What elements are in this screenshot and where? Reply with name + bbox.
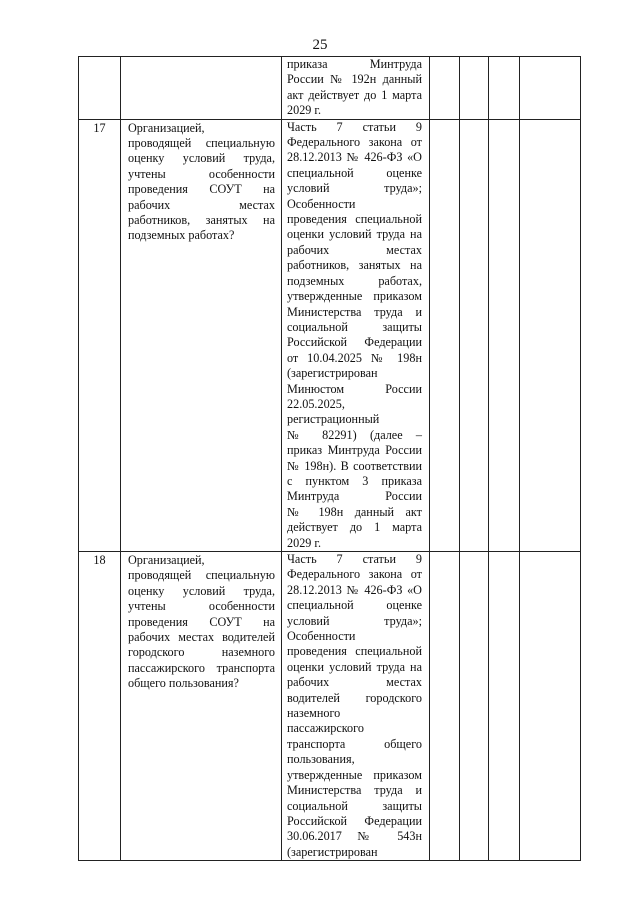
legal-basis-cell [282, 57, 430, 120]
legal-basis-line: рабочих местах [287, 675, 422, 690]
row-number [79, 57, 121, 120]
legal-basis-line: Особенности [287, 196, 356, 211]
legal-basis-line: Часть 7 статьи 9 [287, 119, 422, 134]
answer-yes-cell [430, 552, 460, 861]
legal-basis-line: от 10.04.2025 № 198н [287, 350, 422, 365]
legal-basis-line: условий труда»; [287, 613, 422, 628]
question-line: рабочих местах [128, 197, 275, 212]
legal-basis-line: 30.06.2017 № 543н [287, 829, 422, 844]
legal-basis-line: Российской Федерации [287, 813, 422, 828]
row-number [79, 119, 121, 551]
legal-basis-line: социальной защиты [287, 798, 422, 813]
legal-basis-line: наземного [287, 706, 341, 721]
answer-no-cell [460, 119, 489, 551]
note-cell [520, 552, 581, 861]
legal-basis-line: пассажирского [287, 721, 364, 736]
question-line: проводящей специальную [128, 136, 275, 151]
legal-basis-line: Особенности [287, 629, 356, 644]
note-cell [520, 119, 581, 551]
legal-basis-line: (зарегистрирован [287, 844, 378, 859]
legal-basis-line: № 198н). В соответствии [287, 458, 422, 473]
legal-basis-line: транспорта общего [287, 736, 422, 751]
question-line: пассажирского транспорта [128, 660, 275, 675]
legal-basis-line: Минюстом России [287, 381, 422, 396]
question-line: Организацией, [128, 553, 205, 567]
question-line: оценку условий труда, [128, 583, 275, 598]
question-cell [121, 552, 282, 861]
legal-basis-line: действует до 1 марта [287, 520, 422, 535]
legal-basis-line: пользования, [287, 752, 355, 767]
legal-basis-line: работников, занятых на [287, 258, 422, 273]
legal-basis-line: проведения специальной [287, 644, 422, 659]
table-row [79, 552, 581, 861]
legal-basis-line: 22.05.2025, [287, 396, 345, 411]
answer-na-cell [489, 119, 520, 551]
legal-basis-line: № 82291) (далее – [287, 427, 422, 442]
legal-basis-line: Минтруда России [287, 489, 422, 504]
legal-basis-line: (зарегистрирован [287, 366, 378, 381]
row-number-text: 17 [93, 120, 106, 135]
legal-basis-line: Часть 7 статьи 9 [287, 552, 422, 566]
legal-basis-line: специальной оценке [287, 598, 422, 613]
legal-basis-line: условий труда»; [287, 181, 422, 196]
legal-basis-line: № 198н данный акт [287, 504, 422, 519]
question-line: учтены особенности [128, 166, 275, 181]
answer-no-cell [460, 552, 489, 861]
row-number [79, 552, 121, 861]
legal-basis-cell [282, 119, 430, 551]
answer-na-cell [489, 57, 520, 120]
legal-basis-line: утвержденные приказом [287, 767, 422, 782]
legal-basis-line: рабочих местах [287, 242, 422, 257]
answer-yes-cell [430, 57, 460, 120]
table-row [79, 57, 581, 120]
legal-basis-line: специальной оценке [287, 165, 422, 180]
legal-basis-line: Федерального закона от [287, 567, 422, 582]
legal-basis-line: с пунктом 3 приказа [287, 473, 422, 488]
question-cell [121, 57, 282, 120]
legal-basis-line: 28.12.2013 № 426-ФЗ «О [287, 582, 422, 597]
legal-basis-line: оценки условий труда на [287, 227, 422, 242]
question-line: городского наземного [128, 645, 275, 660]
row-number-text [79, 57, 120, 58]
table-row [79, 119, 581, 551]
question-line: проводящей специальную [128, 568, 275, 583]
legal-basis-line: Министерства труда и [287, 304, 422, 319]
legal-basis-line: Российской Федерации [287, 335, 422, 350]
legal-basis-line: регистрационный [287, 412, 380, 427]
answer-no-cell [460, 57, 489, 120]
checklist-table [78, 56, 581, 861]
note-cell [520, 57, 581, 120]
question-line: оценку условий труда, [128, 151, 275, 166]
question-line: проведения СОУТ на [128, 182, 275, 197]
question-line: проведения СОУТ на [128, 614, 275, 629]
legal-basis-line: водителей городского [287, 690, 422, 705]
answer-yes-cell [430, 119, 460, 551]
question-line: общего пользования? [128, 676, 239, 691]
page-number: 25 [312, 37, 328, 53]
legal-basis-line: Федерального закона от [287, 135, 422, 150]
answer-na-cell [489, 552, 520, 861]
legal-basis-line: Министерства труда и [287, 783, 422, 798]
legal-basis-line: приказа Минтруда [287, 57, 422, 71]
question-cell [121, 119, 282, 551]
legal-basis-line: приказ Минтруда России [287, 443, 422, 458]
legal-basis-line: России № 192н данный [287, 72, 422, 87]
question-line: работников, занятых на [128, 213, 275, 228]
question-line: подземных работах? [128, 228, 235, 243]
legal-basis-line: 2029 г. [287, 103, 322, 118]
question-line: учтены особенности [128, 599, 275, 614]
question-line: Организацией, [128, 120, 205, 135]
legal-basis-line: 2029 г. [287, 535, 322, 550]
legal-basis-line: утвержденные приказом [287, 289, 422, 304]
legal-basis-line: 28.12.2013 № 426-ФЗ «О [287, 150, 422, 165]
legal-basis-line: подземных работах, [287, 273, 422, 288]
row-number-text: 18 [93, 553, 106, 567]
legal-basis-cell [282, 552, 430, 861]
legal-basis-line: проведения специальной [287, 212, 422, 227]
legal-basis-line: оценки условий труда на [287, 659, 422, 674]
legal-basis-line: акт действует до 1 марта [287, 87, 422, 102]
question-line: рабочих местах водителей [128, 630, 275, 645]
legal-basis-line: социальной защиты [287, 319, 422, 334]
